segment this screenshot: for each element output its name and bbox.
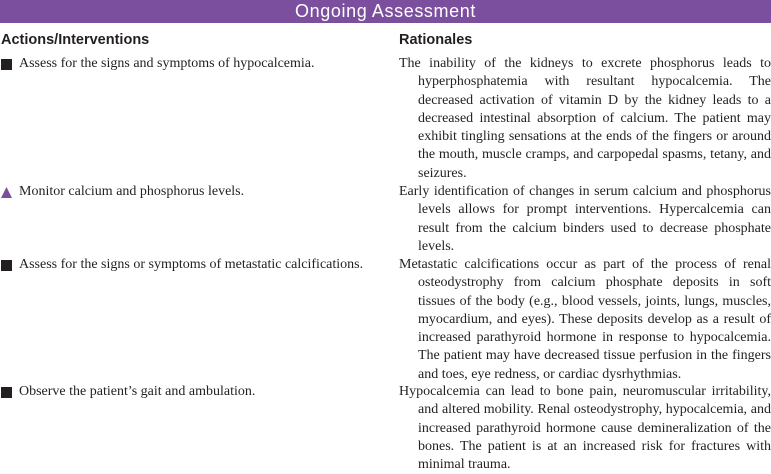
triangle-icon xyxy=(1,187,12,198)
banner-title: Ongoing Assessment xyxy=(295,1,476,21)
action-text: Observe the patient’s gait and ambulation. xyxy=(19,384,256,399)
action-text: Assess for the signs and symptoms of hypocalcemia. xyxy=(19,56,315,71)
rationale-text: Early identification of changes in serum calcium and phosphorus levels allows for prompt interventions. Hypercalcemia can result from the calcium binders used to decrease phosphate levels. xyxy=(399,184,771,254)
actions-column-header: Actions/Interventions xyxy=(1,32,150,48)
rationale-text: The inability of the kidneys to excrete phosphorus leads to hyperphosphatemia with resultant hypocalcemia. The decreased activation of vitamin D by the kidney leads to a decreased intestinal absorption of calcium. The patient may exhibit tingling sensations at the ends of the fingers or around the mouth, muscle cramps, and carpopedal spasms, tetany, and seizures. xyxy=(399,56,771,181)
square-icon xyxy=(1,387,12,398)
square-icon xyxy=(1,260,12,271)
rationales-column-header: Rationales xyxy=(399,32,473,48)
rationale-text: Metastatic calcifications occur as part of the process of renal osteodystrophy from calcium phosphate deposits in soft tissues of the body (e.g., blood vessels, joints, lungs, muscles, myocardium, and eyes). These deposits develop as a result of increased parathyroid hormone in response to hypocalcemia. The patient may have decreased tissue perfusion in the fingers and toes, eye redness, or cardiac dysrhythmias. xyxy=(399,257,771,382)
square-icon xyxy=(1,59,12,70)
rationale-cell xyxy=(399,383,771,474)
action-cell xyxy=(0,383,385,401)
rationale-cell xyxy=(399,256,771,384)
action-cell xyxy=(0,183,385,201)
rationale-text: Hypocalcemia can lead to bone pain, neuromuscular irritability, and altered mobility. Renal osteodystrophy, hypocalcemia, and increased parathyroid hormone cause demineralization of the bones. The patient is at an increased risk for fractures with minimal trauma. xyxy=(399,384,771,473)
action-text: Assess for the signs or symptoms of metastatic calcifications. xyxy=(19,257,364,272)
rationale-cell xyxy=(399,55,771,183)
action-cell xyxy=(0,55,385,73)
action-text: Monitor calcium and phosphorus levels. xyxy=(19,184,245,199)
rationale-cell xyxy=(399,183,771,256)
section-banner xyxy=(0,0,771,23)
action-cell xyxy=(0,256,385,274)
